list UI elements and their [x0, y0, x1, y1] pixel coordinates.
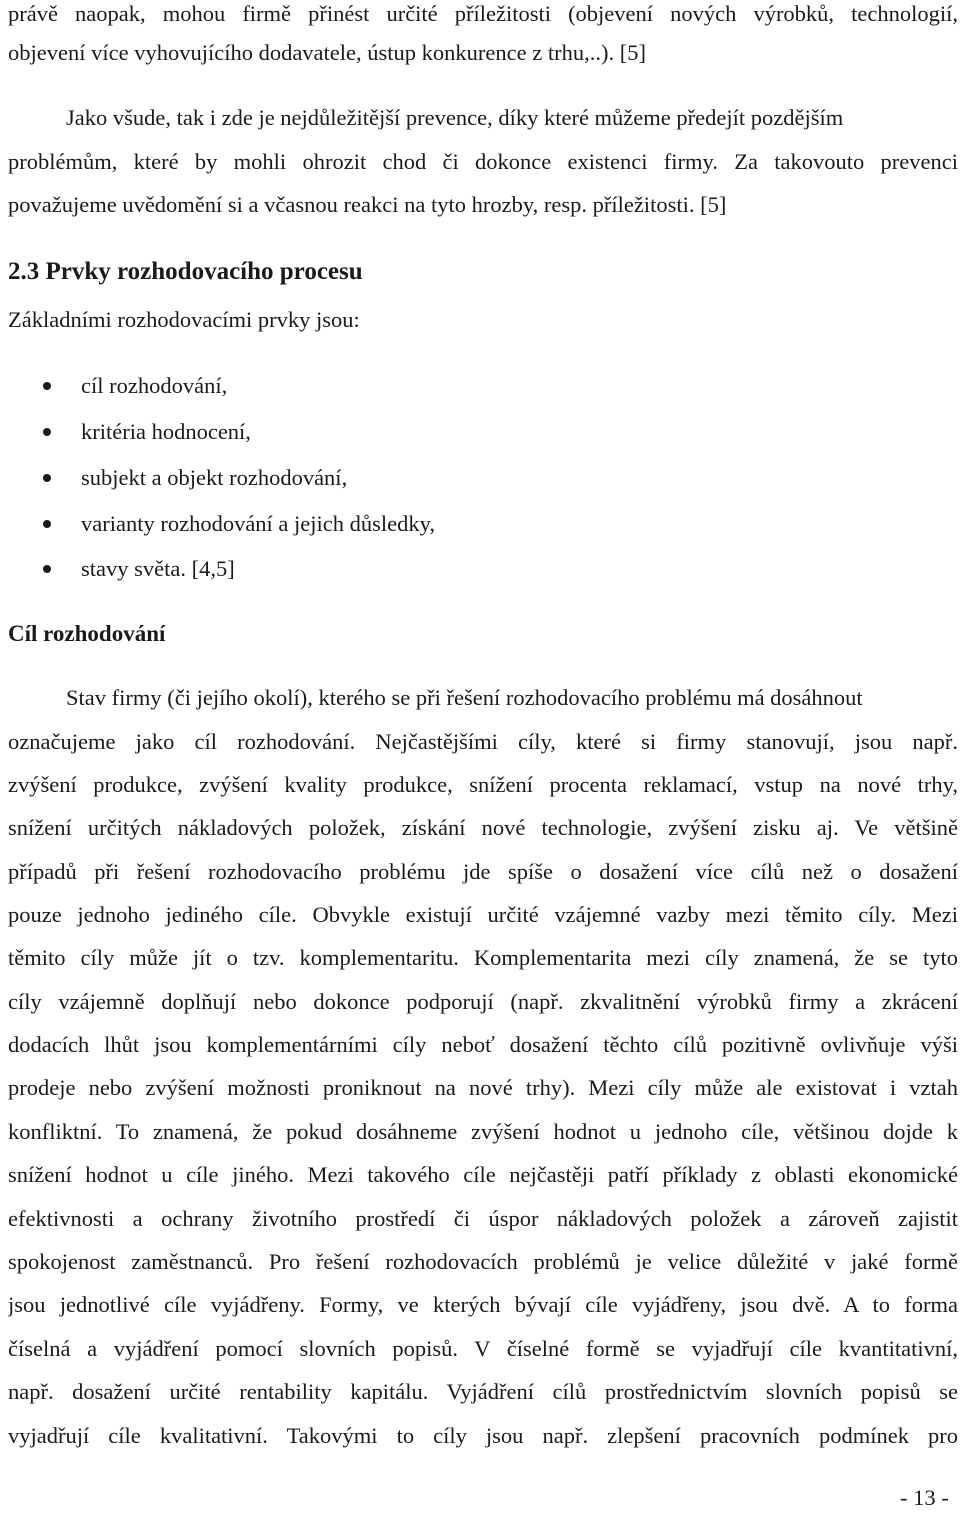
paragraph-line: považujeme uvědomění si a včasnou reakci na tyto hrozby, resp. příležitosti. [5] — [8, 192, 727, 217]
paragraph-line: konfliktní. To znamená, že pokud dosáhneme zvýšení hodnot u jednoho cíle, většinou dojde k — [8, 1119, 958, 1144]
section-heading: 2.3 Prvky rozhodovacího procesu — [8, 258, 363, 285]
paragraph-line: objevení více vyhovujícího dodavatele, ústup konkurence z trhu,..). [5] — [8, 40, 646, 65]
bullet-icon — [43, 474, 51, 482]
list-item-text: subjekt a objekt rozhodování, — [81, 465, 348, 490]
list-item-text: stavy světa. [4,5] — [81, 556, 235, 581]
bullet-icon — [43, 382, 51, 390]
paragraph-line: pouze jednoho jediného cíle. Obvykle existují určité vzájemné vazby mezi těmito cíly. Mezi — [8, 902, 958, 927]
paragraph-line: cíly vzájemně doplňují nebo dokonce podporují (např. zkvalitnění výrobků firmy a zkrácení — [8, 989, 958, 1014]
paragraph-line: efektivnosti a ochrany životního prostředí či úspor nákladových položek a zároveň zajistit — [8, 1206, 958, 1231]
paragraph-line: těmito cíly může jít o tzv. komplementaritu. Komplementarita mezi cíly znamená, že se tyto — [8, 945, 958, 970]
paragraph-line: prodeje nebo zvýšení možnosti proniknout na nové trhy). Mezi cíly může ale existovat i vztah — [8, 1075, 958, 1100]
paragraph-line: zvýšení produkce, zvýšení kvality produkce, snížení procenta reklamací, vstup na nové trhy, — [8, 772, 958, 797]
paragraph-line: dodacích lhůt jsou komplementárními cíly neboť dosažení těchto cílů pozitivně ovlivňuje výši — [8, 1032, 958, 1057]
bullet-icon — [43, 520, 51, 528]
paragraph-line: Stav firmy (či jejího okolí), kterého se při řešení rozhodovacího problému má dosáhnout — [66, 685, 863, 710]
paragraph-line: např. dosažení určité rentability kapitálu. Vyjádření cílů prostřednictvím slovních popisů se — [8, 1379, 958, 1404]
list-item-text: cíl rozhodování, — [81, 373, 228, 398]
intro-text: Základními rozhodovacími prvky jsou: — [8, 307, 360, 332]
paragraph-line: jsou jednotlivé cíle vyjádřeny. Formy, ve kterých bývají cíle vyjádřeny, jsou dvě. A to forma — [8, 1292, 958, 1317]
list-item-text: varianty rozhodování a jejich důsledky, — [81, 511, 436, 536]
paragraph-line: problémům, které by mohli ohrozit chod či dokonce existenci firmy. Za takovouto prevenci — [8, 149, 958, 174]
page-number: - 13 - — [900, 1485, 949, 1510]
paragraph-line: číselná a vyjádření pomocí slovních popisů. V číselné formě se vyjadřují cíle kvantitativní, — [8, 1336, 958, 1361]
paragraph-line: snížení určitých nákladových položek, získání nové technologie, zvýšení zisku aj. Ve většině — [8, 815, 958, 840]
subheading: Cíl rozhodování — [8, 621, 166, 646]
paragraph-line: snížení hodnot u cíle jiného. Mezi takového cíle nejčastěji patří příklady z oblasti ekonomické — [8, 1162, 958, 1187]
paragraph-line: Jako všude, tak i zde je nejdůležitější prevence, díky které můžeme předejít pozdějším — [66, 105, 844, 130]
list-item-text: kritéria hodnocení, — [81, 419, 251, 444]
paragraph-line: případů při řešení rozhodovacího problému jde spíše o dosažení více cílů než o dosažení — [8, 859, 958, 884]
paragraph-line: vyjadřují cíle kvalitativní. Takovými to cíly jsou např. zlepšení pracovních podmínek pro — [8, 1423, 958, 1448]
bullet-icon — [43, 565, 51, 573]
paragraph-line: spokojenost zaměstnanců. Pro řešení rozhodovacích problémů je velice důležité v jaké formě — [8, 1249, 958, 1274]
paragraph-line: právě naopak, mohou firmě přinést určité příležitosti (objevení nových výrobků, technologií, — [8, 1, 958, 26]
bullet-icon — [43, 428, 51, 436]
paragraph-line: označujeme jako cíl rozhodování. Nejčastějšími cíly, které si firmy stanovují, jsou např. — [8, 729, 958, 754]
